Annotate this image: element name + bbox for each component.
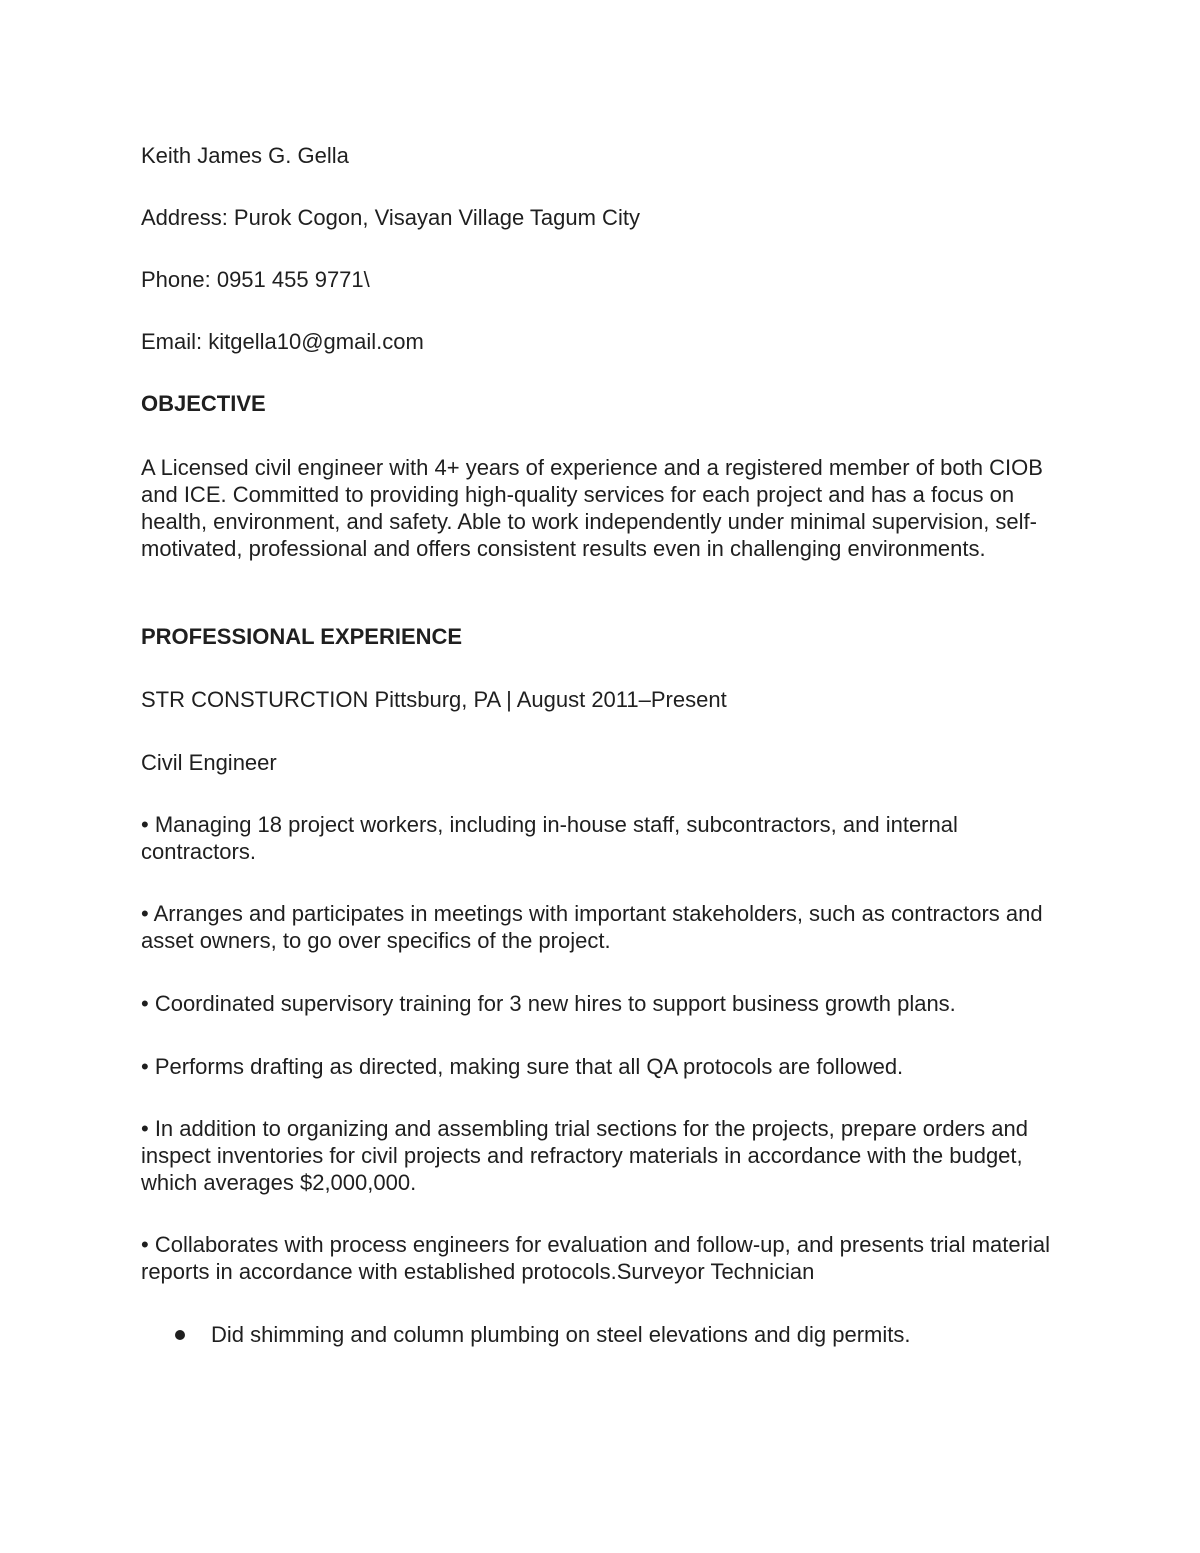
contact-email: Email: kitgella10@gmail.com xyxy=(141,329,424,354)
contact-address: Address: Purok Cogon, Visayan Village Tagum City xyxy=(141,205,640,230)
objective-text: A Licensed civil engineer with 4+ years of experience and a registered member of both CIOB and ICE. Committed to providing high-quality services for each project and has a focus on health, environment, and safety. Able to work independently under minimal supervision, self-motivated, professional and offers consistent results even in challenging environments. xyxy=(141,455,1050,561)
list-item: Did shimming and column plumbing on steel elevations and dig permits. xyxy=(211,1322,911,1347)
experience-bullet-3: • Coordinated supervisory training for 3 new hires to support business growth plans. xyxy=(141,991,956,1016)
experience-bullet-2: • Arranges and participates in meetings with important stakeholders, such as contractors and asset owners, to go over specifics of the project. xyxy=(141,901,1049,953)
experience-bullet-4: • Performs drafting as directed, making sure that all QA protocols are followed. xyxy=(141,1054,904,1079)
experience-bullet-6: • Collaborates with process engineers for evaluation and follow-up, and presents trial material reports in accordance with established protocols.Surveyor Technician xyxy=(141,1232,1057,1284)
list-bullet-icon xyxy=(175,1330,185,1340)
experience-bullet-1: • Managing 18 project workers, including in-house staff, subcontractors, and internal contractors. xyxy=(141,812,964,864)
contact-phone: Phone: 0951 455 9771\ xyxy=(141,267,370,292)
objective-heading: OBJECTIVE xyxy=(141,391,266,416)
experience-bullet-5: • In addition to organizing and assembling trial sections for the projects, prepare orders and inspect inventories for civil projects and refractory materials in accordance with the budget, which averages $2,000,000. xyxy=(141,1116,1035,1195)
experience-role: Civil Engineer xyxy=(141,750,277,775)
experience-heading: PROFESSIONAL EXPERIENCE xyxy=(141,624,463,649)
experience-employer: STR CONSTURCTION Pittsburg, PA | August 2011–Present xyxy=(141,687,727,712)
contact-name: Keith James G. Gella xyxy=(141,143,349,168)
